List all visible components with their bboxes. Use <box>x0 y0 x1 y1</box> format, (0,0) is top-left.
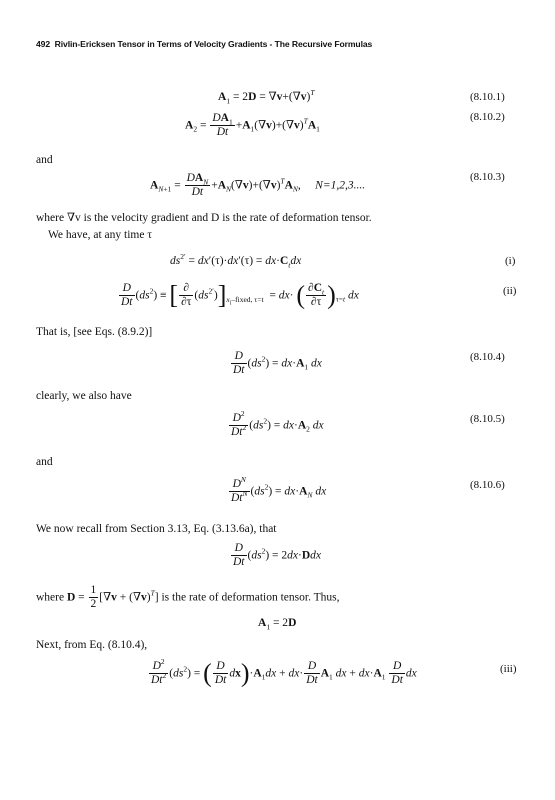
equation-8-10-4: $\frac{D}{Dt}$ $(ds^2) = dx\cdot A_1$ dx <box>233 350 322 377</box>
equation-iii: $\frac{D^2}{Dt^2}$ $(ds^2)$ = ( $\frac{D}{Dt}$ $dx)\cdot A_1dx + dx\cdot$ $\frac{D}{Dt}$ $A_1$ dx + $dx\cdot A_1$ $\frac{D}{Dt}$ dx <box>151 657 417 688</box>
text-where-2: where D = $\frac{1}{2}$ $[\nabla v + (\nabla v)^T]$ is the rate of deformation tensor. Thus, <box>36 584 340 611</box>
text-recall: We now recall from Section 3.13, Eq. (3.13.6a), that <box>36 523 277 535</box>
text-where-2-tail: is the rate of deformation tensor. Thus, <box>161 591 340 604</box>
equation-number: (8.10.5) <box>470 413 505 425</box>
equation-8-10-6: $\frac{D^N}{Dt^N}$ $(ds^2) = dx\cdot A_N$ dx <box>231 475 327 505</box>
running-title: Rivlin-Ericksen Tensor in Terms of Velocity Gradients - The Recursive Formulas <box>54 39 373 49</box>
n-range: N=1,2,3.... <box>315 179 366 192</box>
equation-8-10-5: $\frac{D^2}{Dt^2}$ $(ds^2) = dx\cdot A_2$ dx <box>231 409 324 439</box>
fixed-label: –fixed, τ=t <box>231 294 264 304</box>
equation-number: (ii) <box>503 285 517 297</box>
text-that-is: That is, [see Eqs. (8.9.2)] <box>36 326 153 338</box>
equation-a1-2d: $A_1 = 2D$ <box>258 617 297 632</box>
equation-number: (8.10.3) <box>470 171 505 183</box>
text-clearly: clearly, we also have <box>36 390 132 402</box>
equation-number: (i) <box>505 255 516 267</box>
page-number: 492 <box>36 39 51 49</box>
text-and: and <box>36 154 53 166</box>
equation-i: $ds^{2'} = dx'(\tau)\cdot dx'(\tau) = dx\cdot C_tdx$ <box>170 252 302 270</box>
text-we-have: We have, at any time τ <box>48 229 152 241</box>
equation-8-10-3: $A_{N+1}$ = $\frac{DA_N}{Dt}$ $+A_N(\nabla v)+(\nabla v)^TA_N$, N=1,2,3.... <box>150 172 366 199</box>
text-and-2: and <box>36 456 53 468</box>
equation-recall: $\frac{D}{Dt}$ $(ds^2) = 2dx\cdot Ddx$ <box>233 542 322 569</box>
text-where-1: where ∇v is the velocity gradient and D is the rate of deformation tensor. <box>36 212 372 224</box>
equation-ii: $\frac{D}{Dt}$ $(ds^2)$ ≡ [ $\frac{\partial}{\partial\tau}$ $(ds^{2'})]_{x_i-fixed, \tau=t} = dx\cdot$ ( $\frac{\partial C_t}{\partial\tau}$ )$_{\tau=t}$ dx <box>121 280 359 310</box>
equation-number: (iii) <box>500 663 517 675</box>
running-header <box>36 40 372 49</box>
equation-number: (8.10.6) <box>470 479 505 491</box>
text-next: Next, from Eq. (8.10.4), <box>36 639 148 651</box>
equation-number: (8.10.4) <box>470 351 505 363</box>
equation-number: (8.10.2) <box>470 111 505 123</box>
equation-number: (8.10.1) <box>470 91 505 103</box>
equation-8-10-2: $A_2$ = $\frac{DA_1}{Dt}$ $+A_1(\nabla v)+(\nabla v)^TA_1$ <box>185 112 320 139</box>
subscript-x: x <box>226 294 230 304</box>
equation-8-10-1: $A_1 = 2D = \nabla v+(\nabla v)^T$ <box>218 88 315 106</box>
